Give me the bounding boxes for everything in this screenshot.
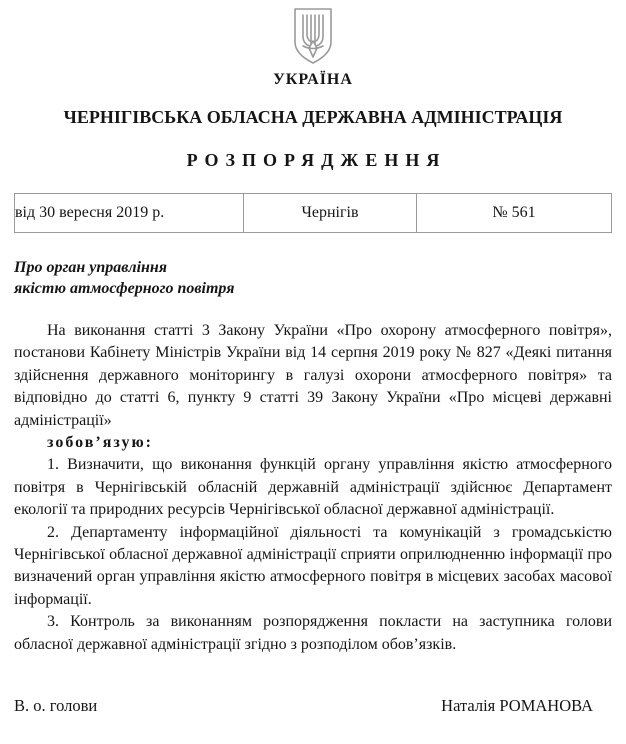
meta-table xyxy=(14,193,612,233)
subject-line-1: Про орган управління xyxy=(14,259,168,276)
meta-number: № 561 xyxy=(417,194,612,233)
resolve-word: зобов’язую: xyxy=(47,434,153,452)
trident-coat-of-arms-icon xyxy=(290,8,336,64)
organization-name: ЧЕРНІГІВСЬКА ОБЛАСНА ДЕРЖАВНА АДМІНІСТРАЦІЯ xyxy=(63,107,563,127)
meta-row xyxy=(15,194,612,233)
signer-position: В. о. голови xyxy=(14,696,98,716)
meta-city: Чернігів xyxy=(244,194,417,233)
subject-line-2: якістю атмосферного повітря xyxy=(14,280,235,297)
document-type-title: РОЗПОРЯДЖЕННЯ xyxy=(186,150,447,170)
meta-date: від 30 вересня 2019 р. xyxy=(15,194,244,233)
item-paragraph-2: 2. Департаменту інформаційної діяльності та комунікацій з громадськістю Чернігівської обласної державної адміністрації сприяти оприлюдненню інформації про визначений орган управління якістю атмосферного повітря в місцевих засобах масової інформації. xyxy=(14,523,612,608)
emblem xyxy=(14,8,612,64)
item-paragraph-3: 3. Контроль за виконанням розпорядження покласти на заступника голови обласної державної адміністрації згідно з розподілом обов’язків. xyxy=(14,613,612,653)
item-paragraph-1: 1. Визначити, що виконання функцій органу управління якістю атмосферного повітря в Чернігівській обласній державній адміністрації здійснює Департамент екології та природних ресурсів Чернігівської обласної державної адміністрації. xyxy=(14,456,612,519)
signature-row xyxy=(14,696,612,716)
signer-name: Наталія РОМАНОВА xyxy=(441,696,593,716)
country-name: УКРАЇНА xyxy=(273,71,353,88)
preamble-paragraph: На виконання статті 3 Закону України «Про охорону атмосферного повітря», постанови Кабінету Міністрів України від 14 серпня 2019 року № 827 «Деякі питання здійснення державного моніторингу в галузі охорони атмосферного повітря» та відповідно до статті 6, пункту 9 статті 39 Закону України «Про місцеві державні адміністрації» xyxy=(14,322,612,429)
subject-block xyxy=(14,257,612,299)
